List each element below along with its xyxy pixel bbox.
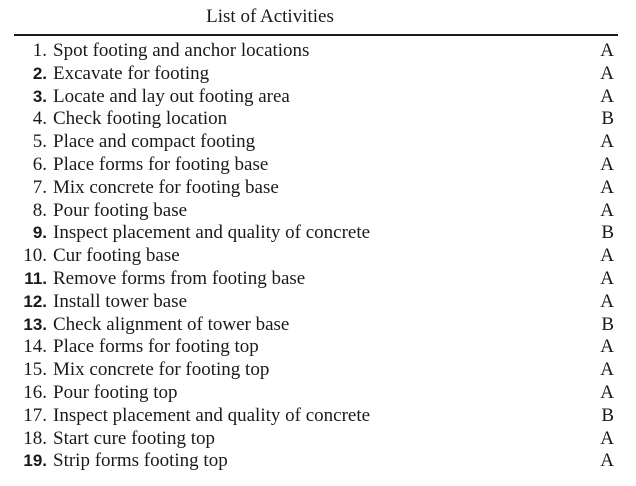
activity-description: Cur footing base bbox=[53, 245, 180, 267]
activity-description: Inspect placement and quality of concrete bbox=[53, 404, 371, 426]
activity-row bbox=[0, 86, 636, 109]
activity-code: B bbox=[601, 108, 614, 130]
activity-number: 19. bbox=[23, 451, 47, 471]
activity-code: A bbox=[600, 336, 614, 358]
activity-code: A bbox=[600, 427, 614, 449]
activity-row bbox=[0, 108, 636, 131]
activity-row bbox=[0, 40, 636, 63]
activity-row bbox=[0, 291, 636, 314]
activity-description: Mix concrete for footing base bbox=[53, 176, 279, 198]
activity-description: Place forms for footing top bbox=[53, 336, 259, 358]
activity-description: Remove forms from footing base bbox=[53, 267, 306, 289]
activity-code: A bbox=[600, 62, 614, 84]
activity-row bbox=[0, 314, 636, 337]
activity-description: Check footing location bbox=[53, 108, 228, 130]
activity-number: 6. bbox=[32, 153, 47, 175]
activity-number: 5. bbox=[32, 131, 47, 153]
activity-list bbox=[0, 40, 636, 473]
activity-code: A bbox=[600, 290, 614, 312]
activity-description: Strip forms footing top bbox=[53, 450, 228, 472]
activity-code: A bbox=[600, 176, 614, 198]
activity-code: B bbox=[601, 404, 614, 426]
activity-description: Excavate for footing bbox=[53, 62, 210, 84]
activity-row bbox=[0, 336, 636, 359]
page-title: List of Activities bbox=[206, 6, 334, 27]
activity-code: B bbox=[601, 313, 614, 335]
activity-code: A bbox=[600, 153, 614, 175]
activity-description: Install tower base bbox=[53, 290, 188, 312]
activity-description: Place forms for footing base bbox=[53, 153, 269, 175]
activity-code: A bbox=[600, 131, 614, 153]
activity-row bbox=[0, 63, 636, 86]
activity-number: 7. bbox=[32, 176, 47, 198]
activity-description: Locate and lay out footing area bbox=[53, 85, 290, 107]
activity-number: 8. bbox=[32, 199, 47, 221]
activity-number: 11. bbox=[24, 268, 47, 288]
activity-description: Check alignment of tower base bbox=[53, 313, 290, 335]
activity-code: A bbox=[600, 359, 614, 381]
activity-row bbox=[0, 428, 636, 451]
activity-number: 13. bbox=[23, 314, 47, 334]
activity-number: 2. bbox=[32, 63, 47, 83]
activity-number: 12. bbox=[23, 291, 47, 311]
activity-row bbox=[0, 177, 636, 200]
activity-description: Pour footing top bbox=[53, 381, 178, 403]
activity-row bbox=[0, 359, 636, 382]
activity-description: Place and compact footing bbox=[53, 131, 256, 153]
activity-number: 1. bbox=[32, 40, 47, 61]
activity-code: A bbox=[600, 267, 614, 289]
activity-number: 15. bbox=[23, 359, 47, 381]
activity-row bbox=[0, 450, 636, 473]
activity-number: 3. bbox=[32, 86, 47, 106]
activity-code: A bbox=[600, 450, 614, 472]
activity-number: 4. bbox=[32, 108, 47, 130]
activity-row bbox=[0, 405, 636, 428]
activity-code: A bbox=[600, 40, 614, 61]
activity-number: 9. bbox=[32, 223, 47, 243]
activity-description: Inspect placement and quality of concrete bbox=[53, 222, 371, 244]
activity-row bbox=[0, 382, 636, 405]
activity-row bbox=[0, 268, 636, 291]
activity-row bbox=[0, 222, 636, 245]
activity-code: A bbox=[600, 381, 614, 403]
activity-code: A bbox=[600, 245, 614, 267]
activity-code: A bbox=[600, 199, 614, 221]
activity-number: 14. bbox=[23, 336, 47, 358]
activity-number: 10. bbox=[23, 245, 47, 267]
activity-row bbox=[0, 245, 636, 268]
activity-description: Spot footing and anchor locations bbox=[53, 40, 310, 61]
activity-description: Start cure footing top bbox=[53, 427, 215, 449]
activity-number: 17. bbox=[23, 404, 47, 426]
activity-row bbox=[0, 131, 636, 154]
activity-description: Pour footing base bbox=[53, 199, 188, 221]
activity-row bbox=[0, 154, 636, 177]
activity-number: 18. bbox=[23, 427, 47, 449]
activity-description: Mix concrete for footing top bbox=[53, 359, 270, 381]
activity-row bbox=[0, 200, 636, 223]
activity-code: B bbox=[601, 222, 614, 244]
title-rule bbox=[14, 34, 618, 36]
activity-number: 16. bbox=[23, 381, 47, 403]
activity-code: A bbox=[600, 85, 614, 107]
